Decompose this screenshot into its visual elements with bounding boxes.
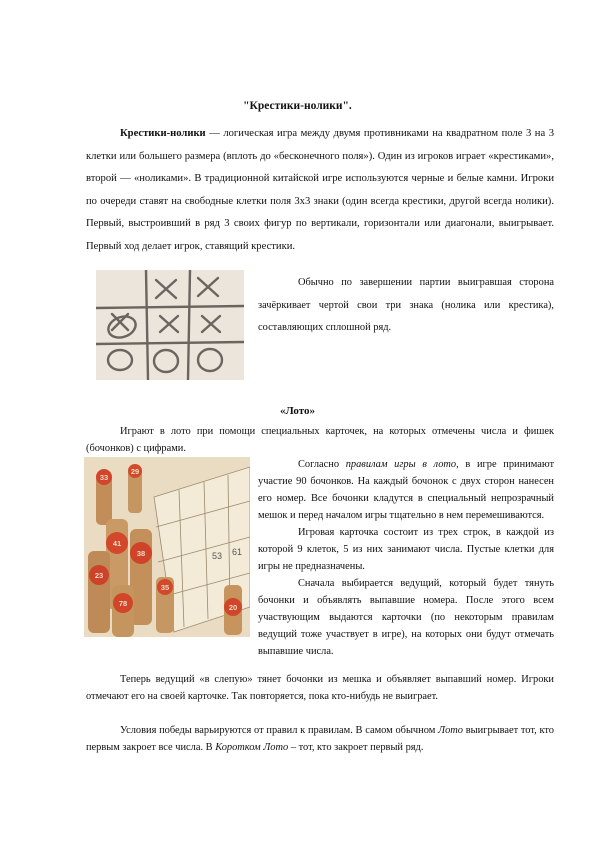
barrel-number: 33: [99, 473, 109, 482]
barrel-number: 29: [130, 467, 140, 476]
loto-title: «Лото»: [279, 405, 316, 417]
barrel-number: 41: [112, 539, 122, 548]
loto-intro: Играют в лото при помощи специальных карточек, на которых отмечены числа и фишек (бочонков) с цифрами.: [86, 426, 554, 454]
loto-image: [84, 457, 250, 637]
loto-right-column: [258, 456, 554, 660]
ttt-title: "Крестики-нолики".: [243, 100, 352, 112]
ttt-term: Крестики-нолики: [120, 128, 206, 139]
ttt-paragraph-2: Обычно по завершении партии выигравшая сторона зачёркивает чертой свои три знака (нолика или крестика), составляющих сплошной ряд.: [258, 277, 554, 333]
loto-conditions-paragraph: Условия победы варьируются от правил к правилам. В самом обычном Лото выигрывает тот, кто первым закроет все числа. В Коротком Лото – тот, кто закроет первый ряд.: [86, 725, 554, 753]
short-loto-word: Коротком Лото: [215, 742, 289, 753]
tic-tac-toe-image: [96, 270, 244, 380]
card-number: 61: [232, 547, 243, 557]
rules-link[interactable]: правилам игры в лото: [345, 459, 457, 470]
barrel-number: 38: [136, 549, 146, 558]
loto-leader-paragraph: Сначала выбирается ведущий, который будет тянуть бочонки и объявлять выпавшие номера. После этого всем участвующим выдаются карточки (по некоторым правилам ведущий тоже участвует в игре), на которых они будут отмечать выпавшие числа.: [258, 578, 554, 657]
barrel-number: 23: [94, 571, 104, 580]
loto-blind-paragraph: Теперь ведущий «в слепую» тянет бочонки из мешка и объявляет выпавший номер. Игроки отмечают его на своей карточке. Так повторяется, пока кто-нибудь не выиграет.: [86, 674, 554, 702]
loto-card-paragraph: Игровая карточка состоит из трех строк, в каждой из которой 9 клеток, 5 из них занимают числа. Пустые клетки для игры не предназначены.: [258, 527, 554, 572]
card-number: 53: [212, 551, 223, 561]
loto-rules-paragraph: Согласно правилам игры в лото, в игре принимают участие 90 бочонков. На каждый бочонок с двух сторон нанесен его номер. Все бочонки кладутся в специальный непрозрачный мешок и перед началом игры тщательно в нем перемешиваются.: [258, 459, 554, 521]
ttt-paragraph-1: Крестики-нолики — логическая игра между двумя противниками на квадратном поле 3 на 3 клетки или большего размера (вплоть до «бесконечного поля»). Один из игроков играет «крестиками», второй — «ноликами». В традиционной китайской игре используются черные и белые камни. Игроки по очереди ставят на свободные клетки поля 3x3 знаки (один всегда крестики, другой всегда нолики). Первый, выстроивший в ряд 3 своих фигур по вертикали, горизонтали или диагонали, выигрывает. Первый ход делает игрок, ставящий крестики.: [86, 128, 554, 252]
barrel-number: 35: [160, 583, 170, 592]
barrel-number: 20: [228, 603, 238, 612]
loto-word: Лото: [438, 725, 463, 736]
barrel-number: 78: [118, 599, 128, 608]
